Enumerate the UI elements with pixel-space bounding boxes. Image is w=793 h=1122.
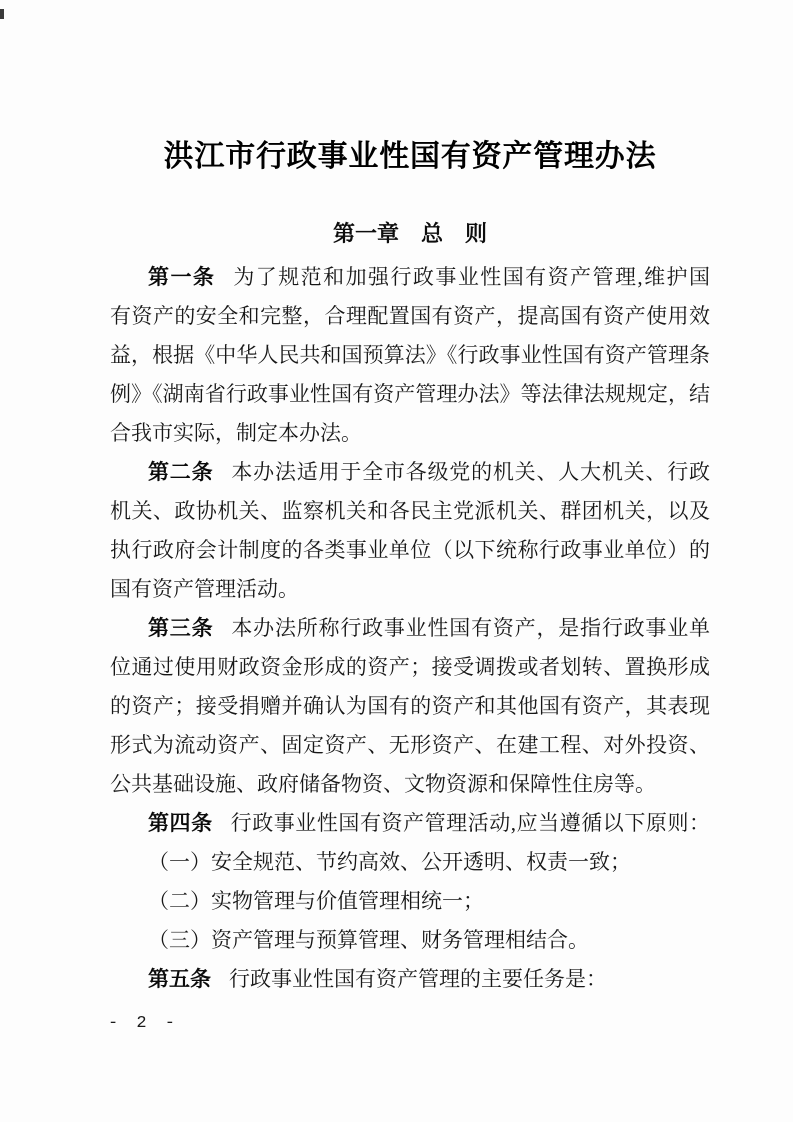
- line-text: 位通过使用财政资金形成的资产；接受调拨或者划转、置换形成: [110, 655, 710, 679]
- document-body: [110, 258, 710, 999]
- line-text: 国有资产管理活动。: [110, 577, 299, 601]
- line-text: 本办法适用于全市各级党的机关、人大机关、行政: [231, 460, 710, 484]
- line-text: 行政事业性国有资产管理活动,应当遵循以下原则：: [230, 811, 711, 835]
- body-line-list-item-1: [110, 843, 710, 882]
- body-line: [110, 297, 710, 336]
- line-text: 合我市实际，制定本办法。: [110, 421, 362, 445]
- body-line-list-item-2: [110, 882, 710, 921]
- body-line: [110, 414, 710, 453]
- article-number-label: 第三条: [148, 616, 214, 640]
- body-line-article-4: [110, 804, 710, 843]
- page-number: - 2 -: [108, 1014, 180, 1033]
- body-line-article-2: [110, 453, 710, 492]
- line-text: （二）实物管理与价值管理相统一；: [148, 889, 484, 913]
- line-text: 例》《湖南省行政事业性国有资产管理办法》等法律法规规定，结: [110, 382, 710, 406]
- body-line-list-item-3: [110, 921, 710, 960]
- chapter-heading: 第一章 总 则: [332, 221, 487, 246]
- body-line: [110, 687, 710, 726]
- article-number-label: 第四条: [148, 811, 213, 835]
- body-line: [110, 726, 710, 765]
- line-text: 公共基础设施、政府储备物资、文物资源和保障性住房等。: [110, 772, 656, 796]
- body-line: [110, 765, 710, 804]
- line-text: 本办法所称行政事业性国有资产，是指行政事业单: [231, 616, 710, 640]
- body-line-article-3: [110, 609, 710, 648]
- body-line: [110, 375, 710, 414]
- body-line: [110, 531, 710, 570]
- article-number-label: 第一条: [148, 265, 216, 289]
- document-title: 洪江市行政事业性国有资产管理办法: [163, 140, 657, 173]
- body-line-article-5: [110, 960, 710, 999]
- line-text: 行政事业性国有资产管理的主要任务是：: [229, 967, 607, 991]
- article-number-label: 第二条: [148, 460, 214, 484]
- line-text: 益，根据《中华人民共和国预算法》《行政事业性国有资产管理条: [110, 343, 710, 367]
- body-line: [110, 648, 710, 687]
- scan-edge-artifact: [0, 9, 4, 19]
- line-text: （三）资产管理与预算管理、财务管理相结合。: [148, 928, 589, 952]
- body-line: [110, 336, 710, 375]
- body-line: [110, 570, 710, 609]
- line-text: （一）安全规范、节约高效、公开透明、权责一致；: [148, 850, 631, 874]
- line-text: 为了规范和加强行政事业性国有资产管理,维护国: [233, 265, 710, 289]
- line-text: 的资产；接受捐赠并确认为国有的资产和其他国有资产，其表现: [110, 694, 710, 718]
- line-text: 机关、政协机关、监察机关和各民主党派机关、群团机关，以及: [110, 499, 710, 523]
- body-line: [110, 492, 710, 531]
- article-number-label: 第五条: [148, 967, 211, 991]
- body-line-article-1: [110, 258, 710, 297]
- line-text: 有资产的安全和完整，合理配置国有资产，提高国有资产使用效: [110, 304, 710, 328]
- line-text: 执行政府会计制度的各类事业单位（以下统称行政事业单位）的: [110, 538, 710, 562]
- line-text: 形式为流动资产、固定资产、无形资产、在建工程、对外投资、: [110, 733, 710, 757]
